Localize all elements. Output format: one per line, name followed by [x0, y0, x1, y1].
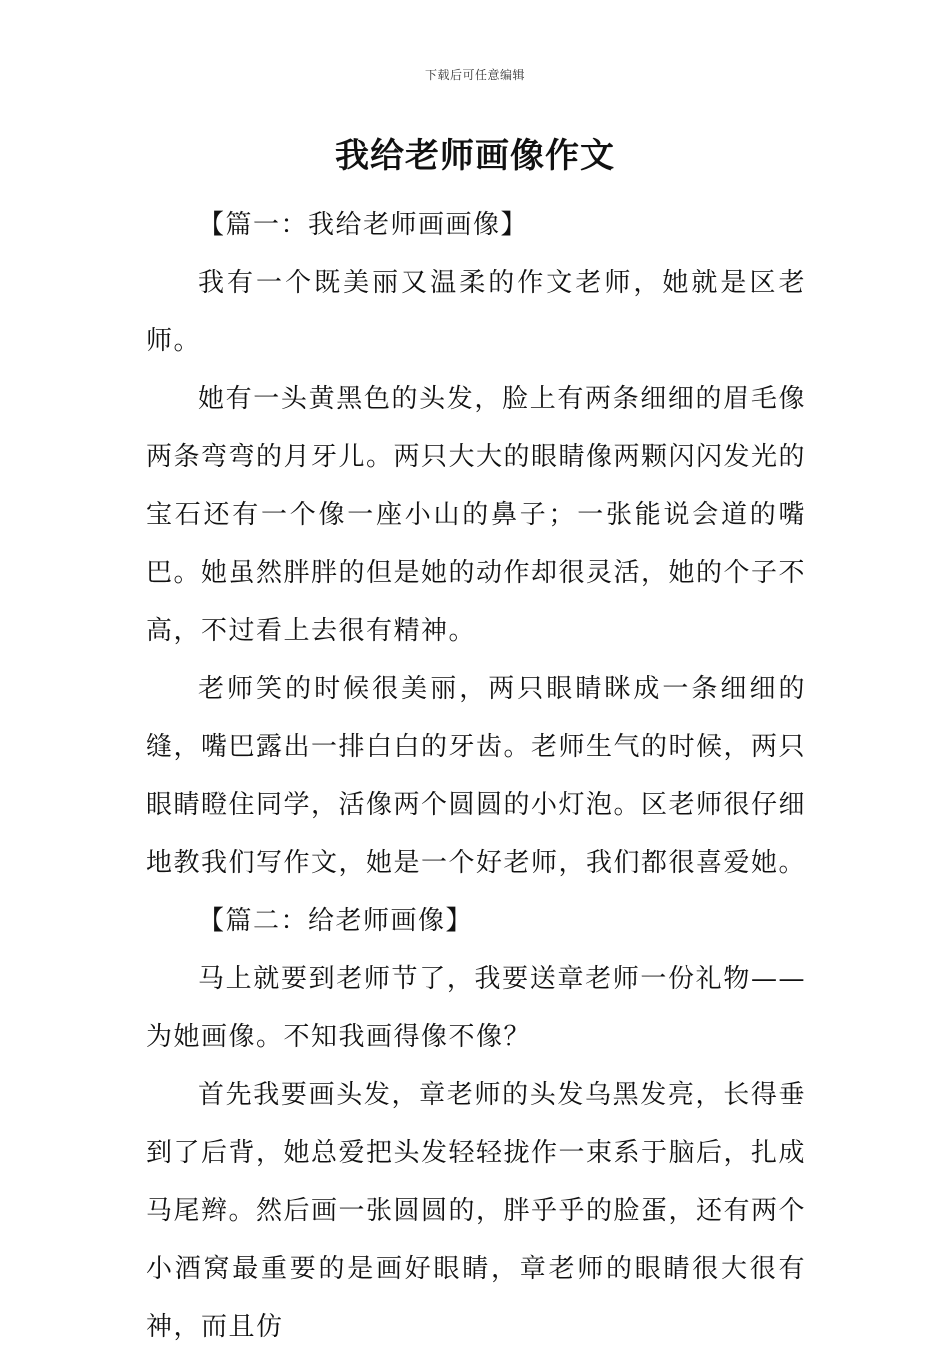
- paragraph: 马上就要到老师节了，我要送章老师一份礼物——为她画像。不知我画得像不像？: [146, 964, 806, 1052]
- section-heading-2: 【篇二：给老师画像】: [198, 906, 474, 936]
- document-body: [146, 196, 806, 1356]
- paragraph: 她有一头黄黑色的头发，脸上有两条细细的眉毛像两条弯弯的月牙儿。两只大大的眼睛像两颗闪闪发光的宝石还有一个像一座小山的鼻子；一张能说会道的嘴巴。她虽然胖胖的但是她的动作却很灵活，她的个子不高，不过看上去很有精神。: [146, 384, 807, 646]
- paragraph: 老师笑的时候很美丽，两只眼睛眯成一条细细的缝，嘴巴露出一排白白的牙齿。老师生气的时候，两只眼睛瞪住同学，活像两个圆圆的小灯泡。区老师很仔细地教我们写作文，她是一个好老师，我们都很喜爱她。: [146, 674, 807, 878]
- section-heading-1: 【篇一：我给老师画画像】: [198, 210, 529, 240]
- paragraph: 首先我要画头发，章老师的头发乌黑发亮，长得垂到了后背，她总爱把头发轻轻拢作一束系于脑后，扎成马尾辫。然后画一张圆圆的，胖乎乎的脸蛋，还有两个小酒窝最重要的是画好眼睛，章老师的眼睛很大很有神，而且仿: [146, 1080, 807, 1342]
- paragraph: 我有一个既美丽又温柔的作文老师，她就是区老师。: [146, 268, 806, 356]
- document-title: 我给老师画像作文: [335, 136, 615, 176]
- page-header-note: 下载后可任意编辑: [424, 68, 525, 82]
